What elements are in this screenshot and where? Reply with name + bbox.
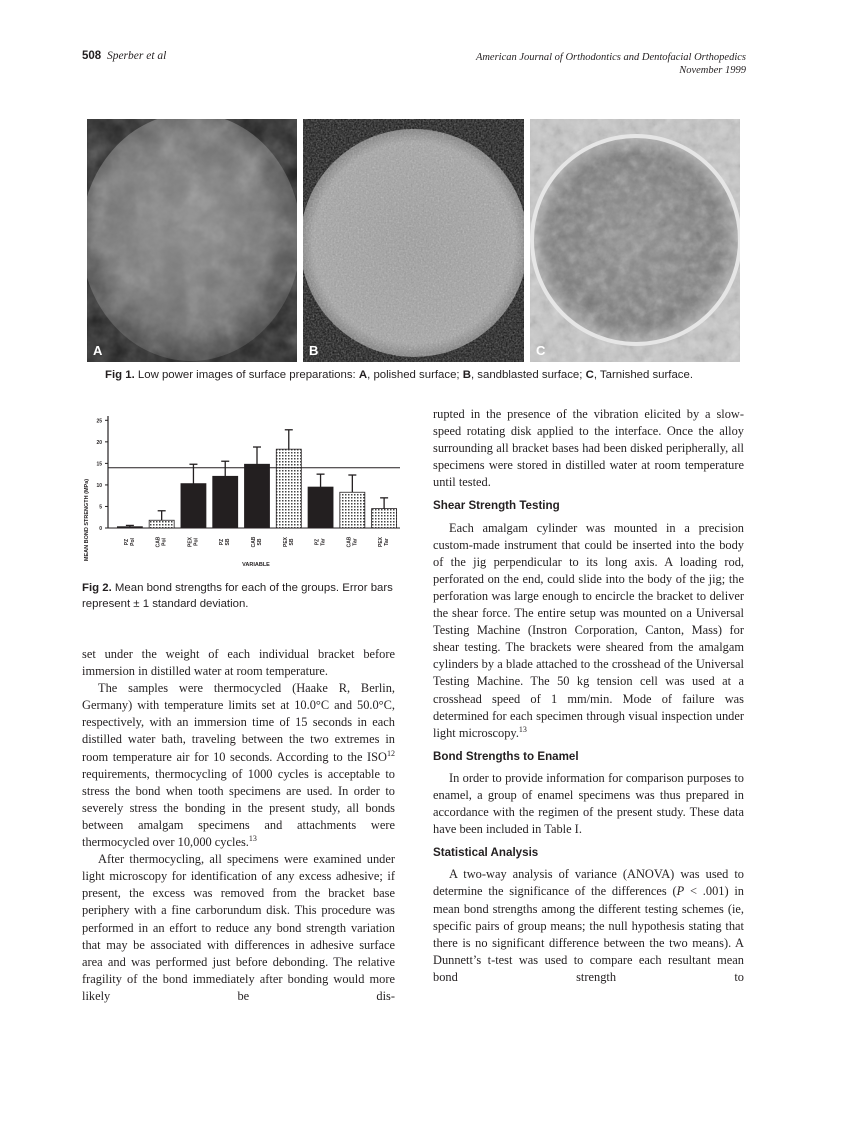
chart-ytick-label-0: 0 — [99, 526, 102, 532]
chart-ytick-label-3: 15 — [96, 461, 102, 468]
page-number: 508 — [82, 50, 102, 62]
chart-xtick-label-8: PEXTar — [378, 536, 391, 548]
chart-xtick-label-1: CABPol — [155, 536, 168, 548]
heading-shear-strength: Shear Strength Testing — [433, 499, 560, 513]
panel-label-a: A — [93, 343, 103, 358]
figure2-caption-prefix: Fig 2. — [82, 582, 112, 594]
chart-bar-1 — [149, 520, 174, 528]
journal-name: American Journal of Orthodontics and Dentofacial Orthopedics — [475, 52, 746, 63]
chart-ytick-label-1: 5 — [99, 504, 102, 511]
chart-bar-0 — [117, 527, 142, 528]
right-paragraph-1: rupted in the presence of the vibration elicited by a slow-speed rotating disk applied to the interface. Once the alloy surrounding all bracket bases had been disked peripherally, all specimens were stored in distilled water at room temperature until tested. — [433, 407, 744, 490]
running-header-left — [82, 50, 166, 62]
figure2-caption: Fig 2. Mean bond strengths for each of the groups. Error bars represent ± 1 standard deviation. — [82, 582, 393, 610]
chart-bar-4 — [245, 464, 270, 528]
chart-xtick-label-0: PZPol — [123, 538, 136, 546]
chart-xtick-label-2: PEXPol — [187, 536, 200, 548]
chart-bar-2 — [181, 484, 206, 528]
chart-bar-7 — [340, 492, 365, 528]
tarnished-surface-image — [530, 119, 740, 362]
chart-xtick-label-6: PZTar — [314, 538, 327, 546]
left-column — [82, 646, 395, 1005]
chart-ytick-label-5: 25 — [96, 418, 102, 425]
right-paragraph-4: A two-way analysis of variance (ANOVA) was used to determine the significance of the differences (P < .001) in mean bond strengths among the different testing schemes (ie, specific pairs of group means; the null hypothesis stating that there is no significant difference between the two means). A Dunnett’s t-test was used to compare each resultant mean bond strength to — [433, 867, 745, 984]
panel-label-c: C — [536, 343, 546, 358]
chart-bar-3 — [213, 476, 238, 528]
left-paragraph-1: set under the weight of each individual bracket before immersion in distilled water at room temperature. — [82, 647, 395, 679]
polished-surface-image — [87, 119, 297, 362]
figure1-caption-prefix: Fig 1. — [105, 369, 135, 381]
chart-ytick-label-2: 10 — [96, 482, 102, 489]
chart-bar-8 — [372, 509, 397, 528]
right-paragraph-2: Each amalgam cylinder was mounted in a precision custom-made instrument that could be inserted into the body of the jig perpendicular to its long axis. A loading rod, perforated on the end, could slide into the body of the jig; the perforation was large enough to encircle the bracket to deliver the shear force. The entire setup was mounted on a Universal Testing Machine (Instron Corporation, Canton, Mass) for shear testing. The brackets were sheared from the amalgam cylinders by a blade attached to the crosshead of the Universal Testing Machine. The 50 kg tension cell was used at a crosshead speed of 1 mm/min. Mode of failure was determined for each specimen through visual inspection under light microscopy.$^{13}$ — [433, 520, 744, 740]
figure1-panel-c — [530, 119, 740, 362]
panel-label-b: B — [309, 343, 319, 358]
figure1-panel-a — [87, 119, 297, 362]
running-header-right — [476, 51, 746, 77]
left-paragraph-3: After thermocycling, all specimens were examined under light microscopy for identification of any excess adhesive; if present, the excess was removed from the bracket base periphery with a fine carborundum disk. This procedure was performed in an effort to reduce any bond strength variation that may be associated with differences in adhesive surface area and was performed just before debonding. The relative fragility of the bond immediately after bonding would more likely be dis- — [82, 852, 395, 1003]
chart-xtick-label-3: PZSB — [219, 538, 232, 546]
chart-bar-6 — [308, 487, 333, 528]
chart-xtick-label-4: CABSB — [251, 536, 263, 548]
bond-strength-chart — [78, 410, 408, 572]
figure1-caption: Fig 1. Low power images of surface preparations: A, polished surface; B, sandblasted surface; C, Tarnished surface. — [105, 369, 694, 381]
heading-statistical-analysis: Statistical Analysis — [433, 846, 539, 860]
chart-xtick-label-7: CABTar — [346, 536, 359, 548]
heading-enamel: Bond Strengths to Enamel — [433, 749, 579, 763]
author-line: Sperber et al — [106, 50, 167, 62]
chart-bar-5 — [276, 449, 301, 528]
left-paragraph-2: The samples were thermocycled (Haake R, Berlin, Germany) with temperature limits set at 10.0°C and 50.0°C, respectively, with an immersion time of 15 seconds in each distilled water bath, traveling between the two extremes in room temperature air for 10 seconds. According to the ISO$^{12}$ requirements, thermocycling of 1000 cycles is acceptable to stress the bond when tooth specimens are used. In order to severely stress the bonding in the present study, all bonds between amalgam specimens and attachments were thermocycled over 10,000 cycles.$^{13}$ — [82, 681, 395, 850]
right-paragraph-3: In order to provide information for comparison purposes to enamel, a group of enamel specimens was thus prepared in accordance with the regimen of the present study. These data have been included in Table I. — [433, 770, 744, 837]
figure1-panel-b — [303, 119, 524, 362]
sandblasted-surface-image — [303, 119, 524, 362]
issue-date: November 1999 — [679, 65, 746, 76]
chart-ytick-label-4: 20 — [96, 439, 102, 446]
chart-ylabel: MEAN BOND STRENGTH (MPa) — [84, 478, 90, 562]
chart-xtick-label-5: PEXSB — [282, 536, 295, 548]
right-column — [433, 406, 744, 986]
chart-xlabel: VARIABLE — [242, 562, 270, 568]
